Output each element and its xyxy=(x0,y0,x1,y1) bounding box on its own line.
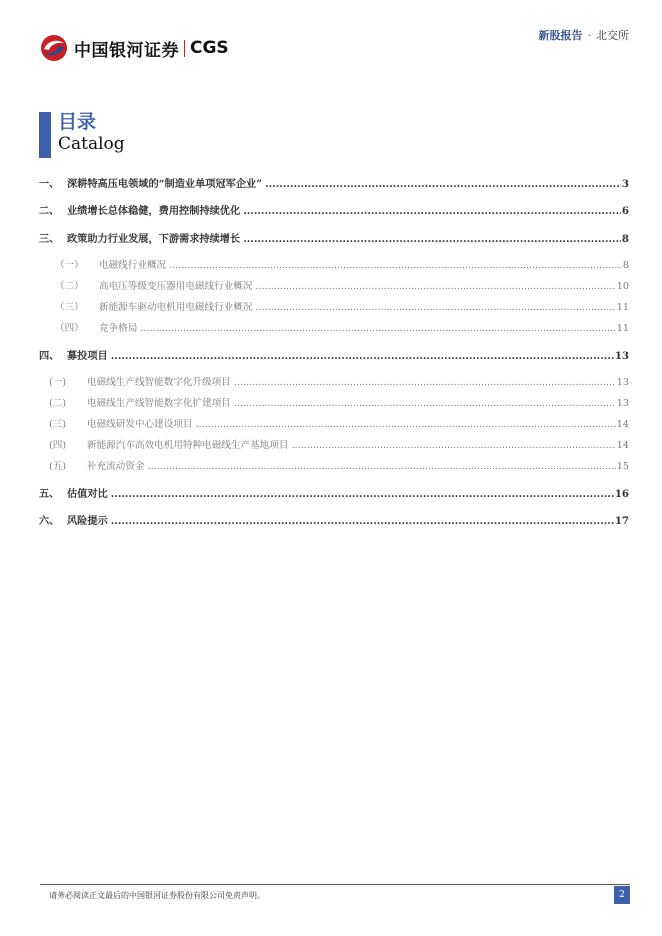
toc-number: 五、 xyxy=(39,488,60,500)
toc-number: 四、 xyxy=(39,350,60,362)
toc-page: 16 xyxy=(614,488,629,500)
toc-page: 15 xyxy=(616,461,629,472)
toc-title: 募投项目 xyxy=(67,350,108,362)
toc-title: 电磁线生产线智能数字化升级项目 xyxy=(87,377,231,388)
toc-title: 电磁线生产线智能数字化扩建项目 xyxy=(87,398,231,409)
toc-leader xyxy=(148,461,616,472)
toc-leader xyxy=(291,440,615,451)
toc-entry[interactable] xyxy=(39,230,629,245)
toc-number: （三） xyxy=(55,302,84,313)
toc-entry[interactable] xyxy=(39,485,629,500)
toc-entry[interactable] xyxy=(39,175,629,190)
toc-number: 二、 xyxy=(39,205,60,217)
toc-leader xyxy=(111,488,614,500)
toc-leader xyxy=(234,398,616,409)
toc-title: 估值对比 xyxy=(67,488,108,500)
toc-page: 13 xyxy=(616,398,629,409)
toc-subentry[interactable] xyxy=(39,320,629,334)
toc-page: 17 xyxy=(614,515,629,527)
toc-leader xyxy=(140,323,615,334)
toc-page: 8 xyxy=(622,260,629,271)
toc-leader xyxy=(265,178,621,190)
toc-title: 电磁线行业概况 xyxy=(99,260,167,271)
exchange-name: 北交所 xyxy=(596,29,629,42)
toc-title: 新能源汽车高效电机用特种电磁线生产基地项目 xyxy=(87,440,289,451)
toc-title: 电磁线研发中心建设项目 xyxy=(87,419,193,430)
toc-page: 14 xyxy=(616,419,629,430)
toc-title: 深耕特高压电领域的“制造业单项冠军企业” xyxy=(67,178,263,190)
company-logo xyxy=(40,33,229,63)
page-title-cn: 目录 xyxy=(58,111,97,133)
toc-page: 11 xyxy=(616,323,629,334)
toc-number: 三、 xyxy=(39,233,60,245)
toc-number: （一） xyxy=(55,260,84,271)
toc-number: (四) xyxy=(49,440,67,451)
toc-leader xyxy=(243,233,621,245)
toc-number: 一、 xyxy=(39,178,60,190)
toc-subentry[interactable] xyxy=(39,299,629,313)
logo-text-en: CGS xyxy=(190,38,229,58)
header-separator: · xyxy=(587,29,591,42)
toc-subentry[interactable] xyxy=(39,278,629,292)
toc-subentry[interactable] xyxy=(39,257,629,271)
toc-entry[interactable] xyxy=(39,512,629,527)
toc-number: (一) xyxy=(49,377,67,388)
toc-subentry[interactable] xyxy=(39,374,629,388)
toc-page: 6 xyxy=(621,205,629,217)
toc-page: 3 xyxy=(621,178,629,190)
toc-title: 补充流动资金 xyxy=(87,461,145,472)
toc-subentry[interactable] xyxy=(39,416,629,430)
toc-number: 六、 xyxy=(39,515,60,527)
toc-entry[interactable] xyxy=(39,202,629,217)
toc-number: （四） xyxy=(55,323,84,334)
toc-page: 13 xyxy=(614,350,629,362)
toc-page: 8 xyxy=(621,233,629,245)
toc-page: 14 xyxy=(616,440,629,451)
toc-subentry[interactable] xyxy=(39,437,629,451)
report-category xyxy=(539,27,630,43)
toc-page: 10 xyxy=(616,281,629,292)
footer-disclaimer: 请务必阅读正文最后的中国银河证券股份有限公司免责声明。 xyxy=(49,891,265,900)
toc-title: 业绩增长总体稳健，费用控制持续优化 xyxy=(67,205,241,217)
toc-leader xyxy=(234,377,616,388)
toc-title: 竞争格局 xyxy=(99,323,138,334)
toc-leader xyxy=(169,260,622,271)
toc-leader xyxy=(111,350,614,362)
toc-number: (五) xyxy=(49,461,67,472)
toc-page: 13 xyxy=(616,377,629,388)
page-title-en: Catalog xyxy=(58,134,125,154)
page-number: 2 xyxy=(614,886,630,904)
toc-subentry[interactable] xyxy=(39,458,629,472)
toc-number: (二) xyxy=(49,398,67,409)
title-accent-bar xyxy=(39,112,51,158)
toc-title: 政策助力行业发展，下游需求持续增长 xyxy=(67,233,241,245)
toc-number: （二） xyxy=(55,281,84,292)
logo-separator xyxy=(184,40,185,57)
toc-leader xyxy=(111,515,614,527)
logo-text-cn: 中国银河证券 xyxy=(74,40,179,61)
toc-leader xyxy=(256,302,616,313)
cgs-logo-icon xyxy=(40,34,68,62)
toc-title: 新能源车驱动电机用电磁线行业概况 xyxy=(99,302,253,313)
report-type: 新股报告 xyxy=(538,29,583,42)
toc-leader xyxy=(196,419,616,430)
toc-number: (三) xyxy=(49,419,67,430)
toc-page: 11 xyxy=(616,302,629,313)
toc-leader xyxy=(256,281,616,292)
toc-title: 风险提示 xyxy=(67,515,108,527)
toc-title: 高电压等级变压器用电磁线行业概况 xyxy=(99,281,253,292)
footer-divider xyxy=(40,884,630,885)
toc-entry[interactable] xyxy=(39,347,629,362)
toc-subentry[interactable] xyxy=(39,395,629,409)
toc-leader xyxy=(243,205,621,217)
